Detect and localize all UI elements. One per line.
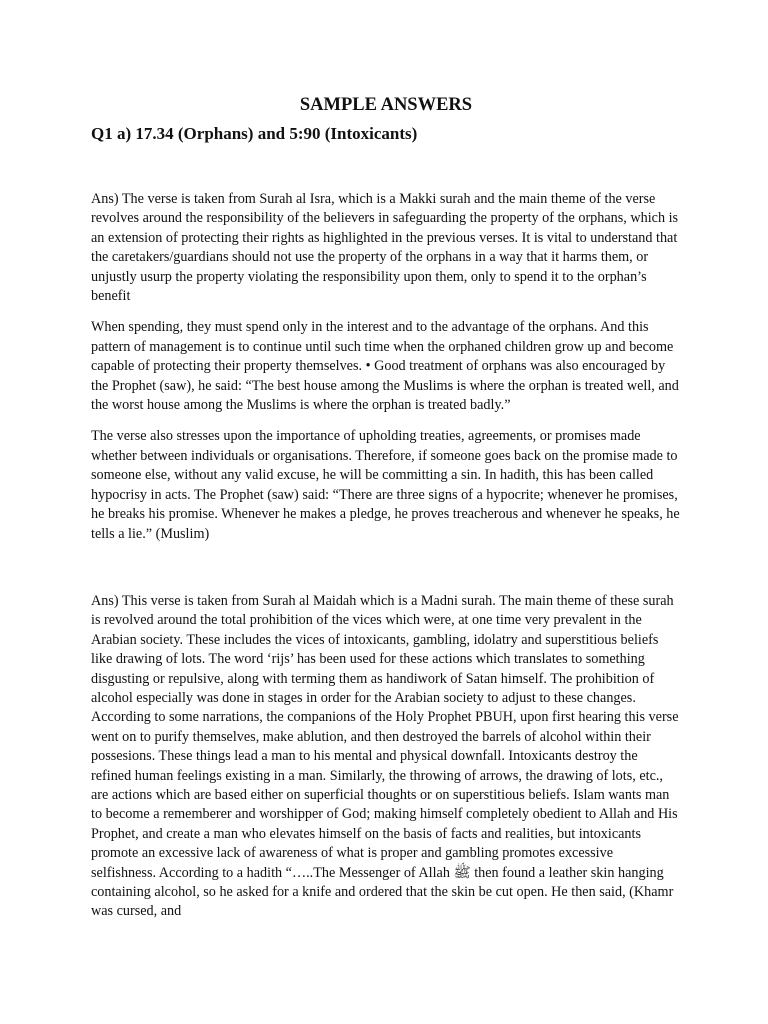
document-page (91, 92, 681, 934)
section-spacer (91, 556, 681, 592)
answer1-paragraph-3: The verse also stresses upon the importance of upholding treaties, agreements, or promises made whether between individuals or organisations. Therefore, if someone goes back on the promise made to someone else, without any valid excuse, he will be committing a sin. In hadith, this has been called hypocrisy in acts. The Prophet (saw) said: “There are three signs of a hypocrite; whenever he promises, he breaks his promise. Whenever he makes a pledge, he proves treacherous and whenever he speaks, he tells a lie.” (Muslim) (91, 428, 680, 542)
page-title: SAMPLE ANSWERS (299, 95, 473, 115)
answer2-paragraph-1: Ans) This verse is taken from Surah al Maidah which is a Madni surah. The main theme of these surah is revolved around the total prohibition of the vices which were, at one time very prevalent in the Arabian society. These includes the vices of intoxicants, gambling, idolatry and superstitious beliefs like drawing of lots. The word ‘rijs’ has been used for these actions which translates to something disgusting or repulsive, along with terming them as handiwork of Satan himself. The prohibition of alcohol especially was done in stages in order for the Arabian society to adjust to these changes. According to some narrations, the companions of the Holy Prophet PBUH, upon first hearing this verse went on to purify themselves, make ablution, and then destroyed the barrels of alcohol within their possesions. These things lead a man to his mental and physical downfall. Intoxicants destroy the refined human feelings existing in a man. Similarly, the throwing of arrows, the drawing of lots, etc., are actions which are based either on superficial thoughts or on superstitious beliefs. Islam wants man to become a rememberer and worshipper of God; making himself completely obedient to Allah and His Prophet, and create a man who elevates himself on the basis of facts and realities, but intoxicants promote an excessive lack of awareness of what is proper and gambling promotes excessive selfishness. According to a hadith “…..The Messenger of Allah ﷺ then found a leather skin hanging containing alcohol, so he asked for a knife and ordered that the skin be cut open. He then said, (Khamr was cursed, and (91, 592, 679, 920)
question-heading: Q1 a) 17.34 (Orphans) and 5:90 (Intoxicants) (91, 124, 418, 143)
answer1-paragraph-2: When spending, they must spend only in the interest and to the advantage of the orphans. And this pattern of management is to continue until such time when the orphaned children grow up and become capable of protecting their property themselves. • Good treatment of orphans was also encouraged by the Prophet (saw), he said: “The best house among the Muslims is where the orphan is treated well, and the worst house among the Muslims is where the orphan is treated badly.” (91, 319, 679, 414)
answer1-paragraph-1: Ans) The verse is taken from Surah al Isra, which is a Makki surah and the main theme of the verse revolves around the responsibility of the believers in safeguarding the property of the orphans, which is an extension of protecting their rights as highlighted in the previous verses. It is vital to understand that the caretakers/guardians should not use the property of the orphans in a way that it harms them, or unjustly usurp the property violating the responsibility upon them, only to spend it to the orphan’s benefit (91, 191, 679, 305)
